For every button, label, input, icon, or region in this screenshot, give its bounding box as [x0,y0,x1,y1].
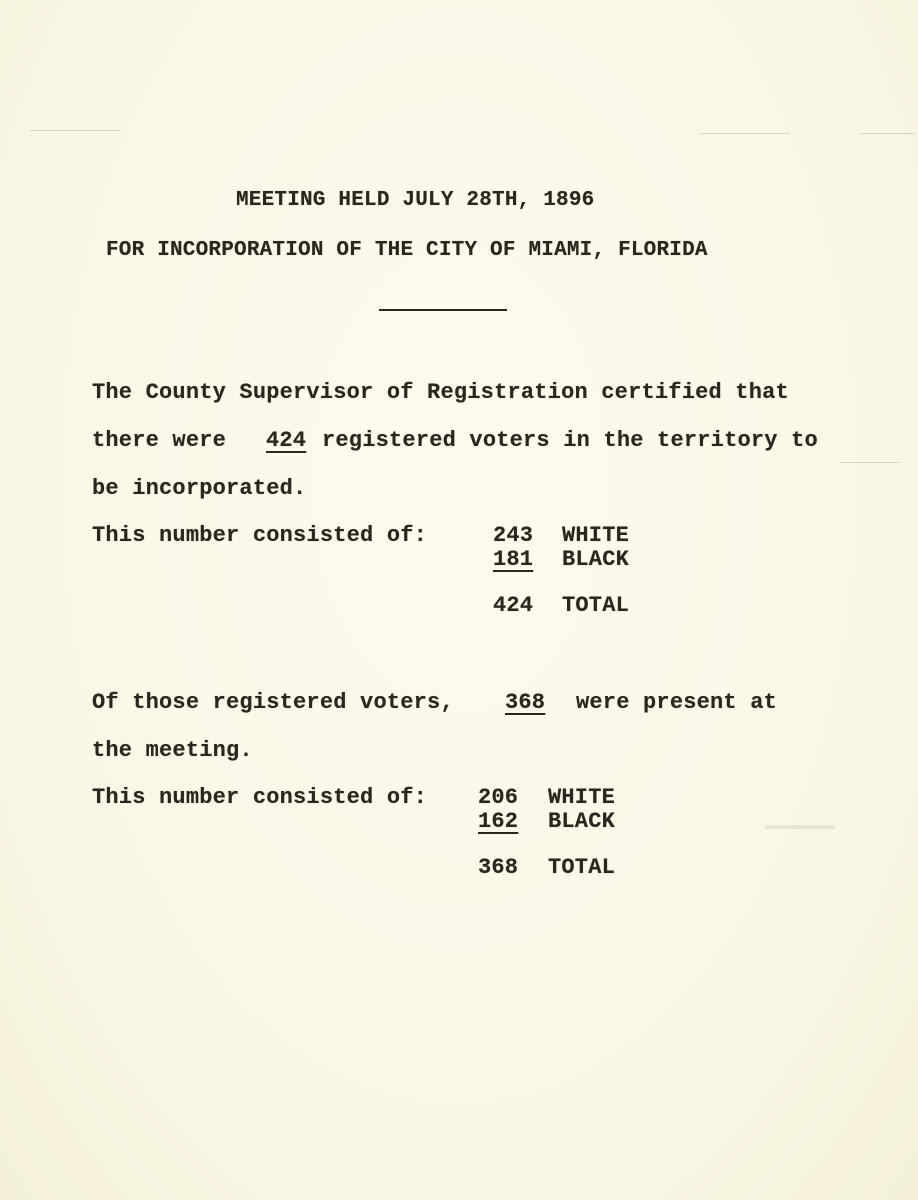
section1-line-2-start: there were [92,428,227,453]
title-divider [379,309,507,311]
section1-white-label: WHITE [562,523,630,548]
section2-line-2: the meeting. [92,738,253,763]
present-voters-count: 368 [505,690,546,715]
section1-white-count: 243 [493,523,534,548]
section1-total-count: 424 [493,593,534,618]
paper-mark [30,130,120,131]
section2-white-label: WHITE [548,785,616,810]
title-line-1: MEETING HELD JULY 28TH, 1896 [236,189,595,212]
section2-black-label: BLACK [548,809,616,834]
section2-black-count: 162 [478,809,519,834]
section2-white-count: 206 [478,785,519,810]
section1-line-3: be incorporated. [92,476,307,501]
section2-total-count: 368 [478,855,519,880]
paper-mark [765,825,835,829]
section1-black-count: 181 [493,547,534,572]
section2-breakdown-label: This number consisted of: [92,785,428,810]
title-line-2: FOR INCORPORATION OF THE CITY OF MIAMI, FLORIDA [106,239,708,262]
section2-line-1-end: were present at [576,690,778,715]
section1-breakdown-label: This number consisted of: [92,523,428,548]
section1-total-label: TOTAL [562,593,630,618]
section2-line-1-start: Of those registered voters, [92,690,454,715]
registered-voters-count: 424 [266,428,307,453]
paper-mark [840,462,900,463]
section1-line-2-end: registered voters in the territory to [322,428,818,453]
paper-mark [860,133,915,134]
section2-total-label: TOTAL [548,855,616,880]
section1-black-label: BLACK [562,547,630,572]
paper-mark [700,133,790,134]
section1-line-1: The County Supervisor of Registration certified that [92,380,789,405]
